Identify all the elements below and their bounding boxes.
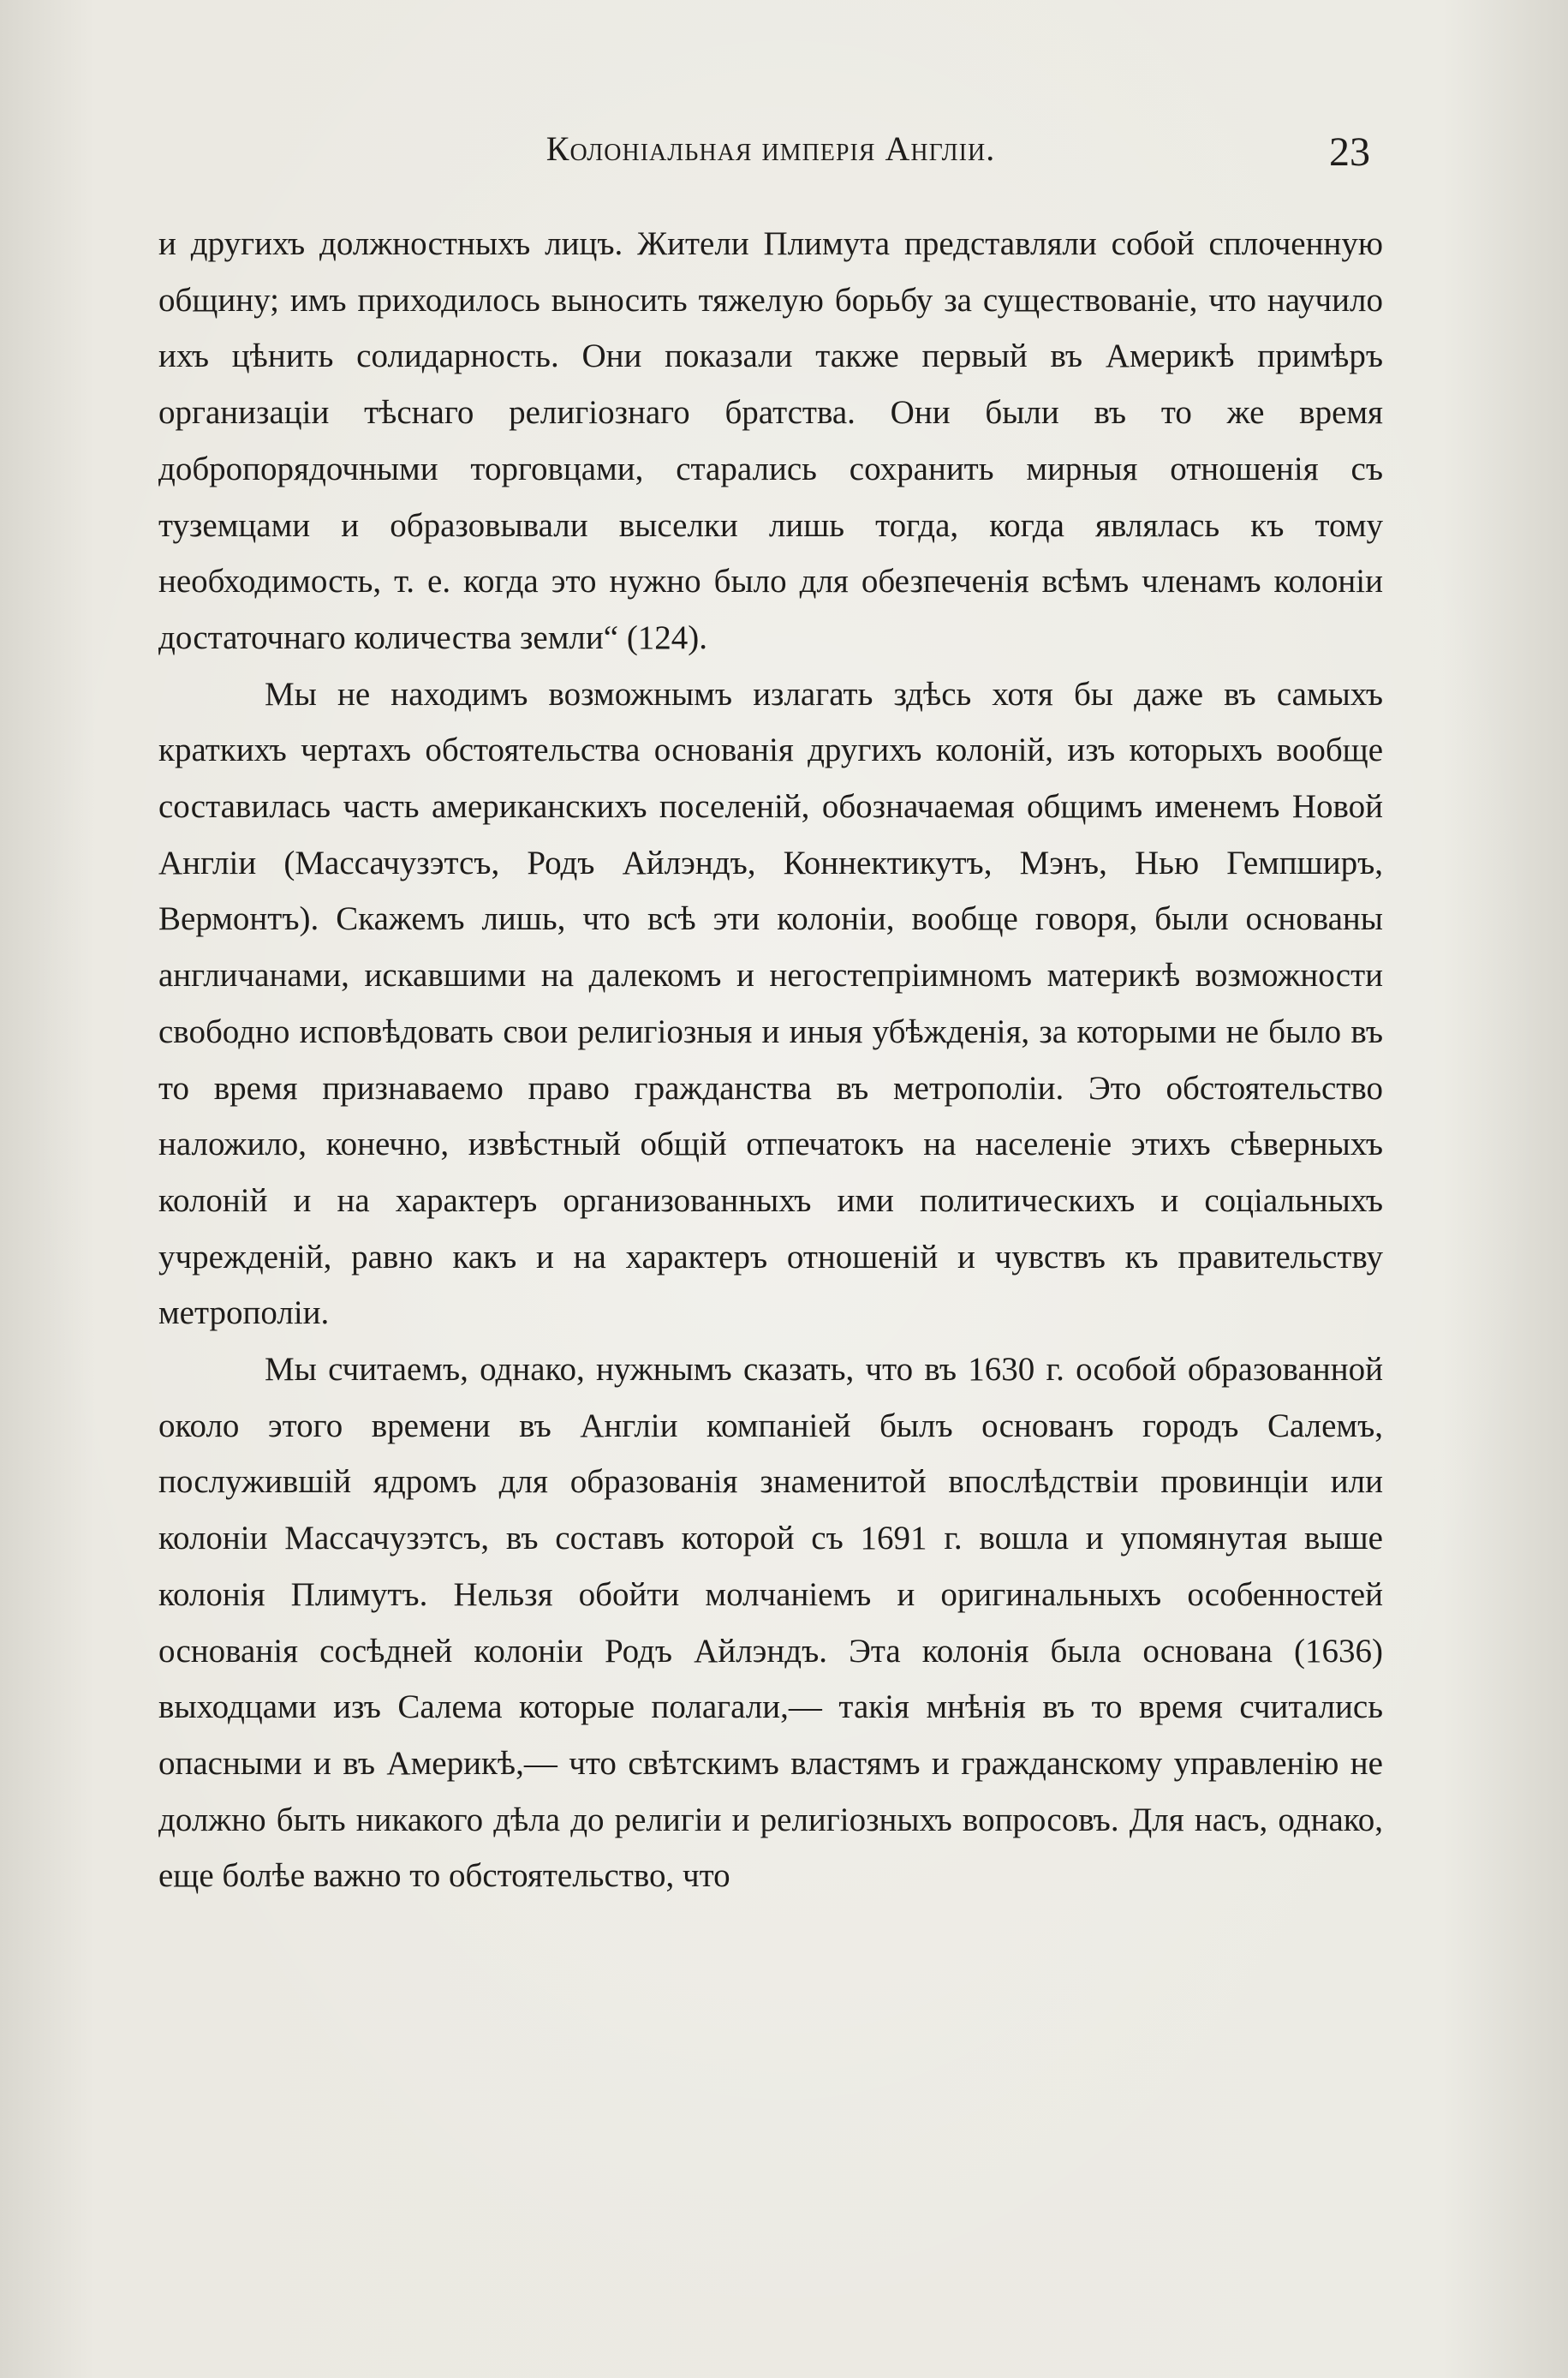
text-body <box>158 216 1383 1904</box>
paragraph: Мы считаемъ, однако, нужнымъ сказать, что въ 1630 г. особой образованной около этого времени въ Англіи компаніей былъ основанъ городъ Салемъ, послужившій ядромъ для образованія знаменитой впослѣдствіи провинціи или колоніи Массачузэтсъ, въ составъ которой съ 1691 г. вошла и упомянутая выше колонія Плимутъ. Нельзя обойти молчаніемъ и оригинальныхъ особенностей основанія сосѣдней колоніи Родъ Айлэндъ. Эта колонія была основана (1636) выходцами изъ Салема которые полагали,— такія мнѣнія въ то время считались опасными и въ Америкѣ,— что свѣтскимъ властямъ и гражданскому управленію не должно быть никакого дѣла до религіи и религіозныхъ вопросовъ. Для насъ, однако, еще болѣе важно то обстоятельство, что <box>158 1351 1383 1895</box>
paragraph: Мы не находимъ возможнымъ излагать здѣсь хотя бы даже въ самыхъ краткихъ чертахъ обстоятельства основанія другихъ колоній, изъ которыхъ вообще составилась часть американскихъ поселеній, обозначаемая общимъ именемъ Новой Англіи (Массачузэтсъ, Родъ Айлэндъ, Коннектикутъ, Мэнъ, Нью Гемпширъ, Вермонтъ). Скажемъ лишь, что всѣ эти колоніи, вообще говоря, были основаны англичанами, искавшими на далекомъ и негостепріимномъ материкѣ возможности свободно исповѣдовать свои религіозныя и иныя убѣжденія, за которыми не было въ то время признаваемо право гражданства въ метрополіи. Это обстоятельство наложило, конечно, извѣстный общій отпечатокъ на населеніе этихъ сѣверныхъ колоній и на характеръ организованныхъ ими политическихъ и соціальныхъ учрежденій, равно какъ и на характеръ отношеній и чувствъ къ правительству метрополіи. <box>158 675 1383 1332</box>
paragraph-continuation: и другихъ должностныхъ лицъ. Жители Плимута представляли собой сплоченную общину; имъ приходилось выносить тяжелую борьбу за существованіе, что научило ихъ цѣнить солидарность. Они показали также первый въ Америкѣ примѣръ организаціи тѣснаго религіознаго братства. Они были въ то же время добропорядочными торговцами, старались сохранить мирныя отношенія съ туземцами и образовывали выселки лишь тогда, когда являлась къ тому необходимость, т. е. когда это нужно было для обезпеченія всѣмъ членамъ колоніи достаточнаго количества земли“ (124). <box>158 225 1383 656</box>
page-header <box>163 128 1379 188</box>
running-title: Колоніальная имперія Англіи. <box>546 129 996 168</box>
page-number: 23 <box>1329 129 1370 175</box>
